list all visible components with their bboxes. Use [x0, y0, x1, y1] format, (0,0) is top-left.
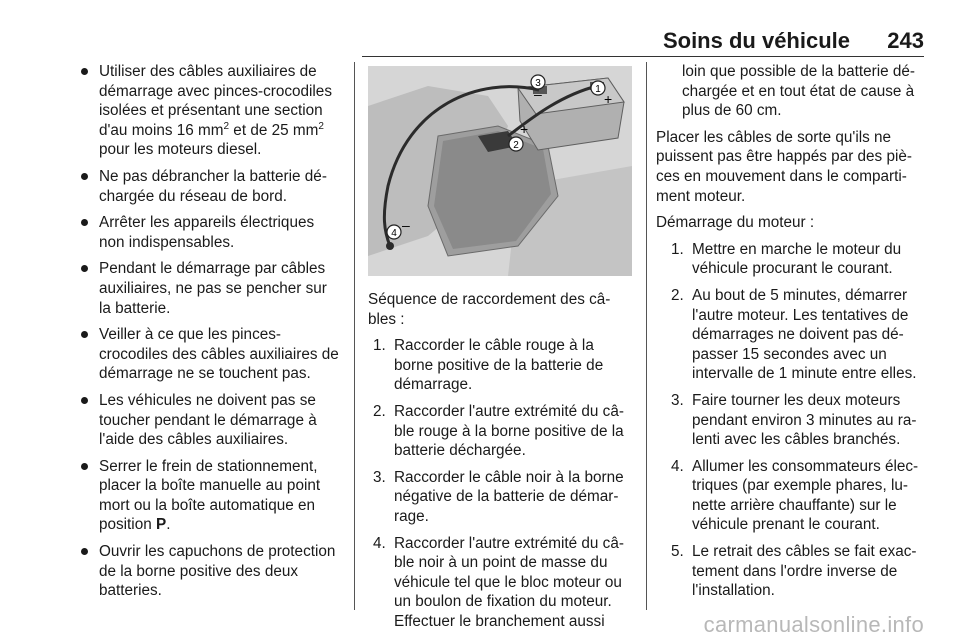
connection-steps: [368, 336, 632, 631]
list-item: 4. Raccorder l'autre extrémité du câble noir à un point de masse du véhicule tel que le bloc moteur ou un boulon de fixation du moteur. Effectuer le branchement aussi: [373, 534, 624, 630]
list-item: 1. Raccorder le câble rouge à la borne positive de la batterie de démarrage.: [373, 337, 604, 394]
list-item: 5. Le retrait des câbles se fait exactement dans l'ordre inverse de l'installation.: [671, 543, 917, 600]
watermark: carmanualsonline.info: [703, 612, 924, 637]
svg-text:+: +: [520, 121, 529, 137]
step-continuation: loin que possible de la batterie déchargée et en tout état de cause à plus de 60 cm.: [682, 63, 916, 120]
list-item: 2. Raccorder l'autre extrémité du câble rouge à la borne positive de la batterie déchargée.: [373, 402, 624, 460]
sequence-intro: Séquence de raccordement des câbles :: [368, 291, 611, 328]
list-item: 3. Faire tourner les deux moteurs pendant environ 3 minutes au ralenti avec les câbles branchés.: [671, 391, 917, 449]
list-item: Veiller à ce que les pinces-crocodiles des câbles auxiliaires de démarrage ne se touchent pas.: [78, 325, 340, 384]
list-item: 3. Raccorder le câble noir à la borne négative de la batterie de démarrage.: [373, 468, 624, 525]
list-item: Arrêter les appareils électriques non indispensables.: [78, 213, 340, 252]
engine-start-steps: [656, 240, 926, 601]
section-title: Soins du véhicule: [662, 28, 850, 53]
jump-start-illustration: [368, 66, 632, 276]
column-middle: [368, 290, 632, 639]
column-divider-2: [646, 62, 647, 610]
column-left: [78, 62, 340, 608]
svg-text:4: 4: [391, 228, 397, 239]
list-item: Pendant le démarrage par câbles auxiliaires, ne pas se pencher sur la batterie.: [78, 259, 340, 318]
list-item: Utiliser des câbles auxiliaires de démarrage avec pinces-crocodiles isolées et présentant une section d'au moins 16 $mm^2$ et de 25 $mm^2$ pour les moteurs diesel.: [78, 62, 340, 160]
page-number: 243: [887, 28, 924, 53]
list-item: 1. Mettre en marche le moteur du véhicule procurant le courant.: [671, 240, 902, 278]
list-item: Serrer le frein de stationnement, placer la boîte manuelle au point mort ou la boîte automatique en position P.: [78, 457, 340, 535]
svg-text:1: 1: [595, 84, 601, 95]
precautions-list: [78, 62, 340, 601]
engine-start-heading: Démarrage du moteur :: [656, 214, 815, 232]
page-header: [0, 28, 960, 54]
list-item: Ne pas débrancher la batterie déchargée du réseau de bord.: [78, 167, 340, 206]
svg-text:3: 3: [535, 78, 541, 89]
paragraph: Placer les câbles de sorte qu'ils ne puissent pas être happés par des pièces en mouvement dans le compartiment moteur.: [656, 128, 912, 205]
list-item: Ouvrir les capuchons de protection de la borne positive des deux batteries.: [78, 542, 340, 601]
svg-text:2: 2: [513, 140, 519, 151]
column-divider-1: [354, 62, 355, 610]
list-item: Les véhicules ne doivent pas se toucher pendant le démarrage à l'aide des câbles auxiliaires.: [78, 391, 340, 450]
svg-text:–: –: [402, 217, 410, 233]
list-item: 4. Allumer les consommateurs électriques (par exemple phares, lunette arrière chauffante) sur le véhicule prenant le courant.: [671, 457, 919, 534]
engine-bay-drawing: [368, 66, 632, 276]
svg-text:+: +: [604, 91, 613, 107]
svg-text:–: –: [534, 86, 542, 102]
list-item: 2. Au bout de 5 minutes, démarrer l'autre moteur. Les tentatives de démarrages ne doivent pas dépasser 15 secondes avec un intervalle de 1 minute entre elles.: [671, 286, 917, 383]
header-rule: [362, 56, 924, 57]
column-right: [656, 62, 926, 608]
